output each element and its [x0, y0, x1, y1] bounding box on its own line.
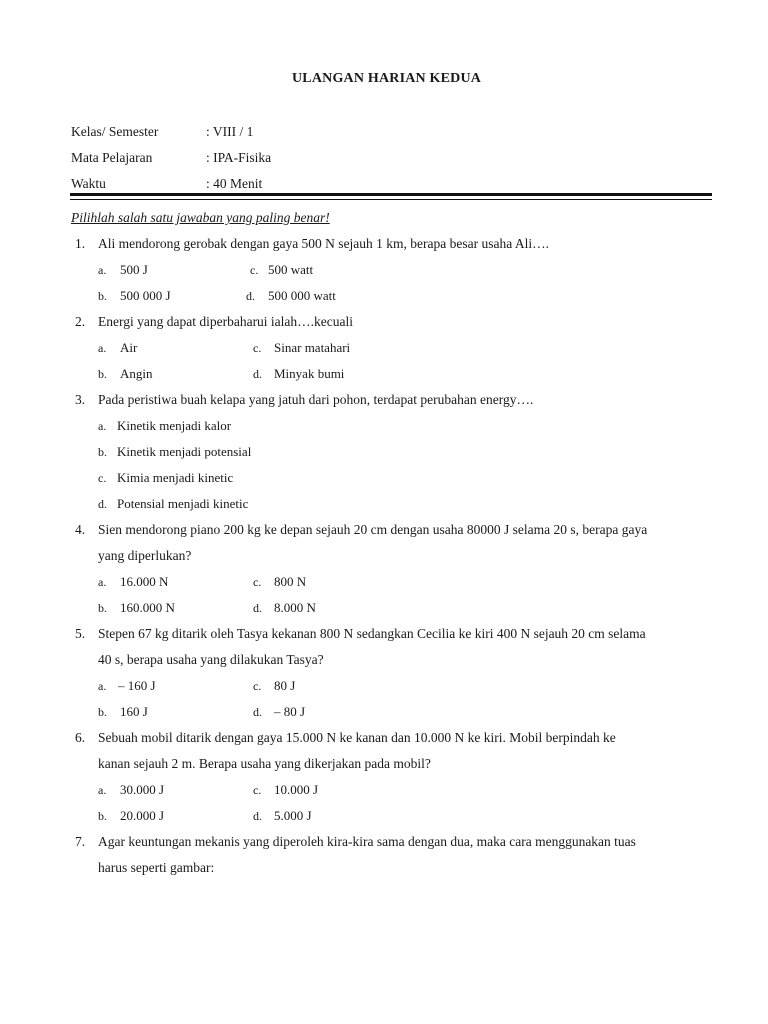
question-number: 5.	[75, 626, 86, 641]
question-text: Sien mendorong piano 200 kg ke depan sejauh 20 cm dengan usaha 80000 J selama 20 s, berapa gaya	[98, 522, 648, 537]
option-letter: d.	[253, 601, 262, 615]
question-number: 4.	[75, 522, 86, 537]
option-text: – 160 J	[118, 678, 156, 693]
question-text: kanan sejauh 2 m. Berapa usaha yang dikerjakan pada mobil?	[98, 756, 431, 771]
header-divider-thin	[70, 199, 712, 200]
option-text: 500 watt	[268, 262, 314, 277]
question-number: 6.	[75, 730, 86, 745]
option-letter: c.	[253, 679, 262, 693]
option-text: Sinar matahari	[274, 340, 351, 355]
option-text: 10.000 J	[274, 782, 319, 797]
option-letter: a.	[98, 419, 107, 433]
info-value-subject: : IPA-Fisika	[206, 150, 272, 165]
option-text: Air	[120, 340, 138, 355]
option-text: 160.000 N	[120, 600, 175, 615]
question-number: 7.	[75, 834, 86, 849]
question-text: Stepen 67 kg ditarik oleh Tasya kekanan 800 N sedangkan Cecilia ke kiri 400 N sejauh 20 cm selama	[98, 626, 646, 641]
option-letter: c.	[250, 263, 259, 277]
option-text: Kimia menjadi kinetic	[117, 470, 234, 485]
option-text: Minyak bumi	[274, 366, 345, 381]
instruction: Pilihlah salah satu jawaban yang paling benar!	[71, 210, 330, 225]
question-text: Ali mendorong gerobak dengan gaya 500 N sejauh 1 km, berapa besar usaha Ali….	[98, 236, 549, 251]
question-number: 2.	[75, 314, 86, 329]
option-text: Kinetik menjadi potensial	[117, 444, 252, 459]
question-text: Agar keuntungan mekanis yang diperoleh kira-kira sama dengan dua, maka cara menggunakan tuas	[98, 834, 636, 849]
option-text: 20.000 J	[120, 808, 165, 823]
option-text: 80 J	[274, 678, 296, 693]
option-text: 16.000 N	[120, 574, 169, 589]
option-letter: d.	[253, 705, 262, 719]
option-letter: c.	[253, 575, 262, 589]
option-text: Kinetik menjadi kalor	[117, 418, 232, 433]
option-text: 30.000 J	[120, 782, 165, 797]
option-text: Potensial menjadi kinetic	[117, 496, 249, 511]
option-letter: b.	[98, 289, 107, 303]
info-label-subject: Mata Pelajaran	[71, 150, 153, 165]
question-text: Energi yang dapat diperbaharui ialah….kecuali	[98, 314, 354, 329]
option-letter: c.	[98, 471, 107, 485]
option-letter: a.	[98, 341, 107, 355]
question-text: harus seperti gambar:	[98, 860, 215, 875]
option-letter: d.	[253, 809, 262, 823]
option-letter: d.	[253, 367, 262, 381]
info-label-class: Kelas/ Semester	[71, 124, 159, 139]
question-number: 3.	[75, 392, 86, 407]
header-divider-thick	[70, 193, 712, 196]
question-text: 40 s, berapa usaha yang dilakukan Tasya?	[98, 652, 324, 667]
info-value-time: : 40 Menit	[206, 176, 263, 191]
info-value-class: : VIII / 1	[206, 124, 254, 139]
option-text: – 80 J	[274, 704, 306, 719]
option-letter: c.	[253, 341, 262, 355]
option-text: 500 000 J	[120, 288, 171, 303]
option-letter: d.	[246, 289, 255, 303]
option-letter: b.	[98, 809, 107, 823]
option-letter: b.	[98, 367, 107, 381]
option-letter: a.	[98, 575, 107, 589]
question-text: Pada peristiwa buah kelapa yang jatuh dari pohon, terdapat perubahan energy….	[98, 392, 534, 407]
option-text: Angin	[120, 366, 153, 381]
option-text: 800 N	[274, 574, 307, 589]
option-text: 500 000 watt	[268, 288, 336, 303]
option-letter: a.	[98, 263, 107, 277]
info-label-time: Waktu	[71, 176, 106, 191]
option-letter: b.	[98, 601, 107, 615]
page-title: ULANGAN HARIAN KEDUA	[292, 71, 482, 86]
option-letter: a.	[98, 783, 107, 797]
option-text: 160 J	[120, 704, 148, 719]
option-letter: a.	[98, 679, 107, 693]
option-letter: b.	[98, 705, 107, 719]
option-letter: c.	[253, 783, 262, 797]
question-text: yang diperlukan?	[98, 548, 192, 563]
option-text: 500 J	[120, 262, 148, 277]
option-letter: d.	[98, 497, 107, 511]
option-text: 5.000 J	[274, 808, 312, 823]
question-number: 1.	[75, 236, 86, 251]
question-text: Sebuah mobil ditarik dengan gaya 15.000 N ke kanan dan 10.000 N ke kiri. Mobil berpindah ke	[98, 730, 616, 745]
option-letter: b.	[98, 445, 107, 459]
option-text: 8.000 N	[274, 600, 316, 615]
